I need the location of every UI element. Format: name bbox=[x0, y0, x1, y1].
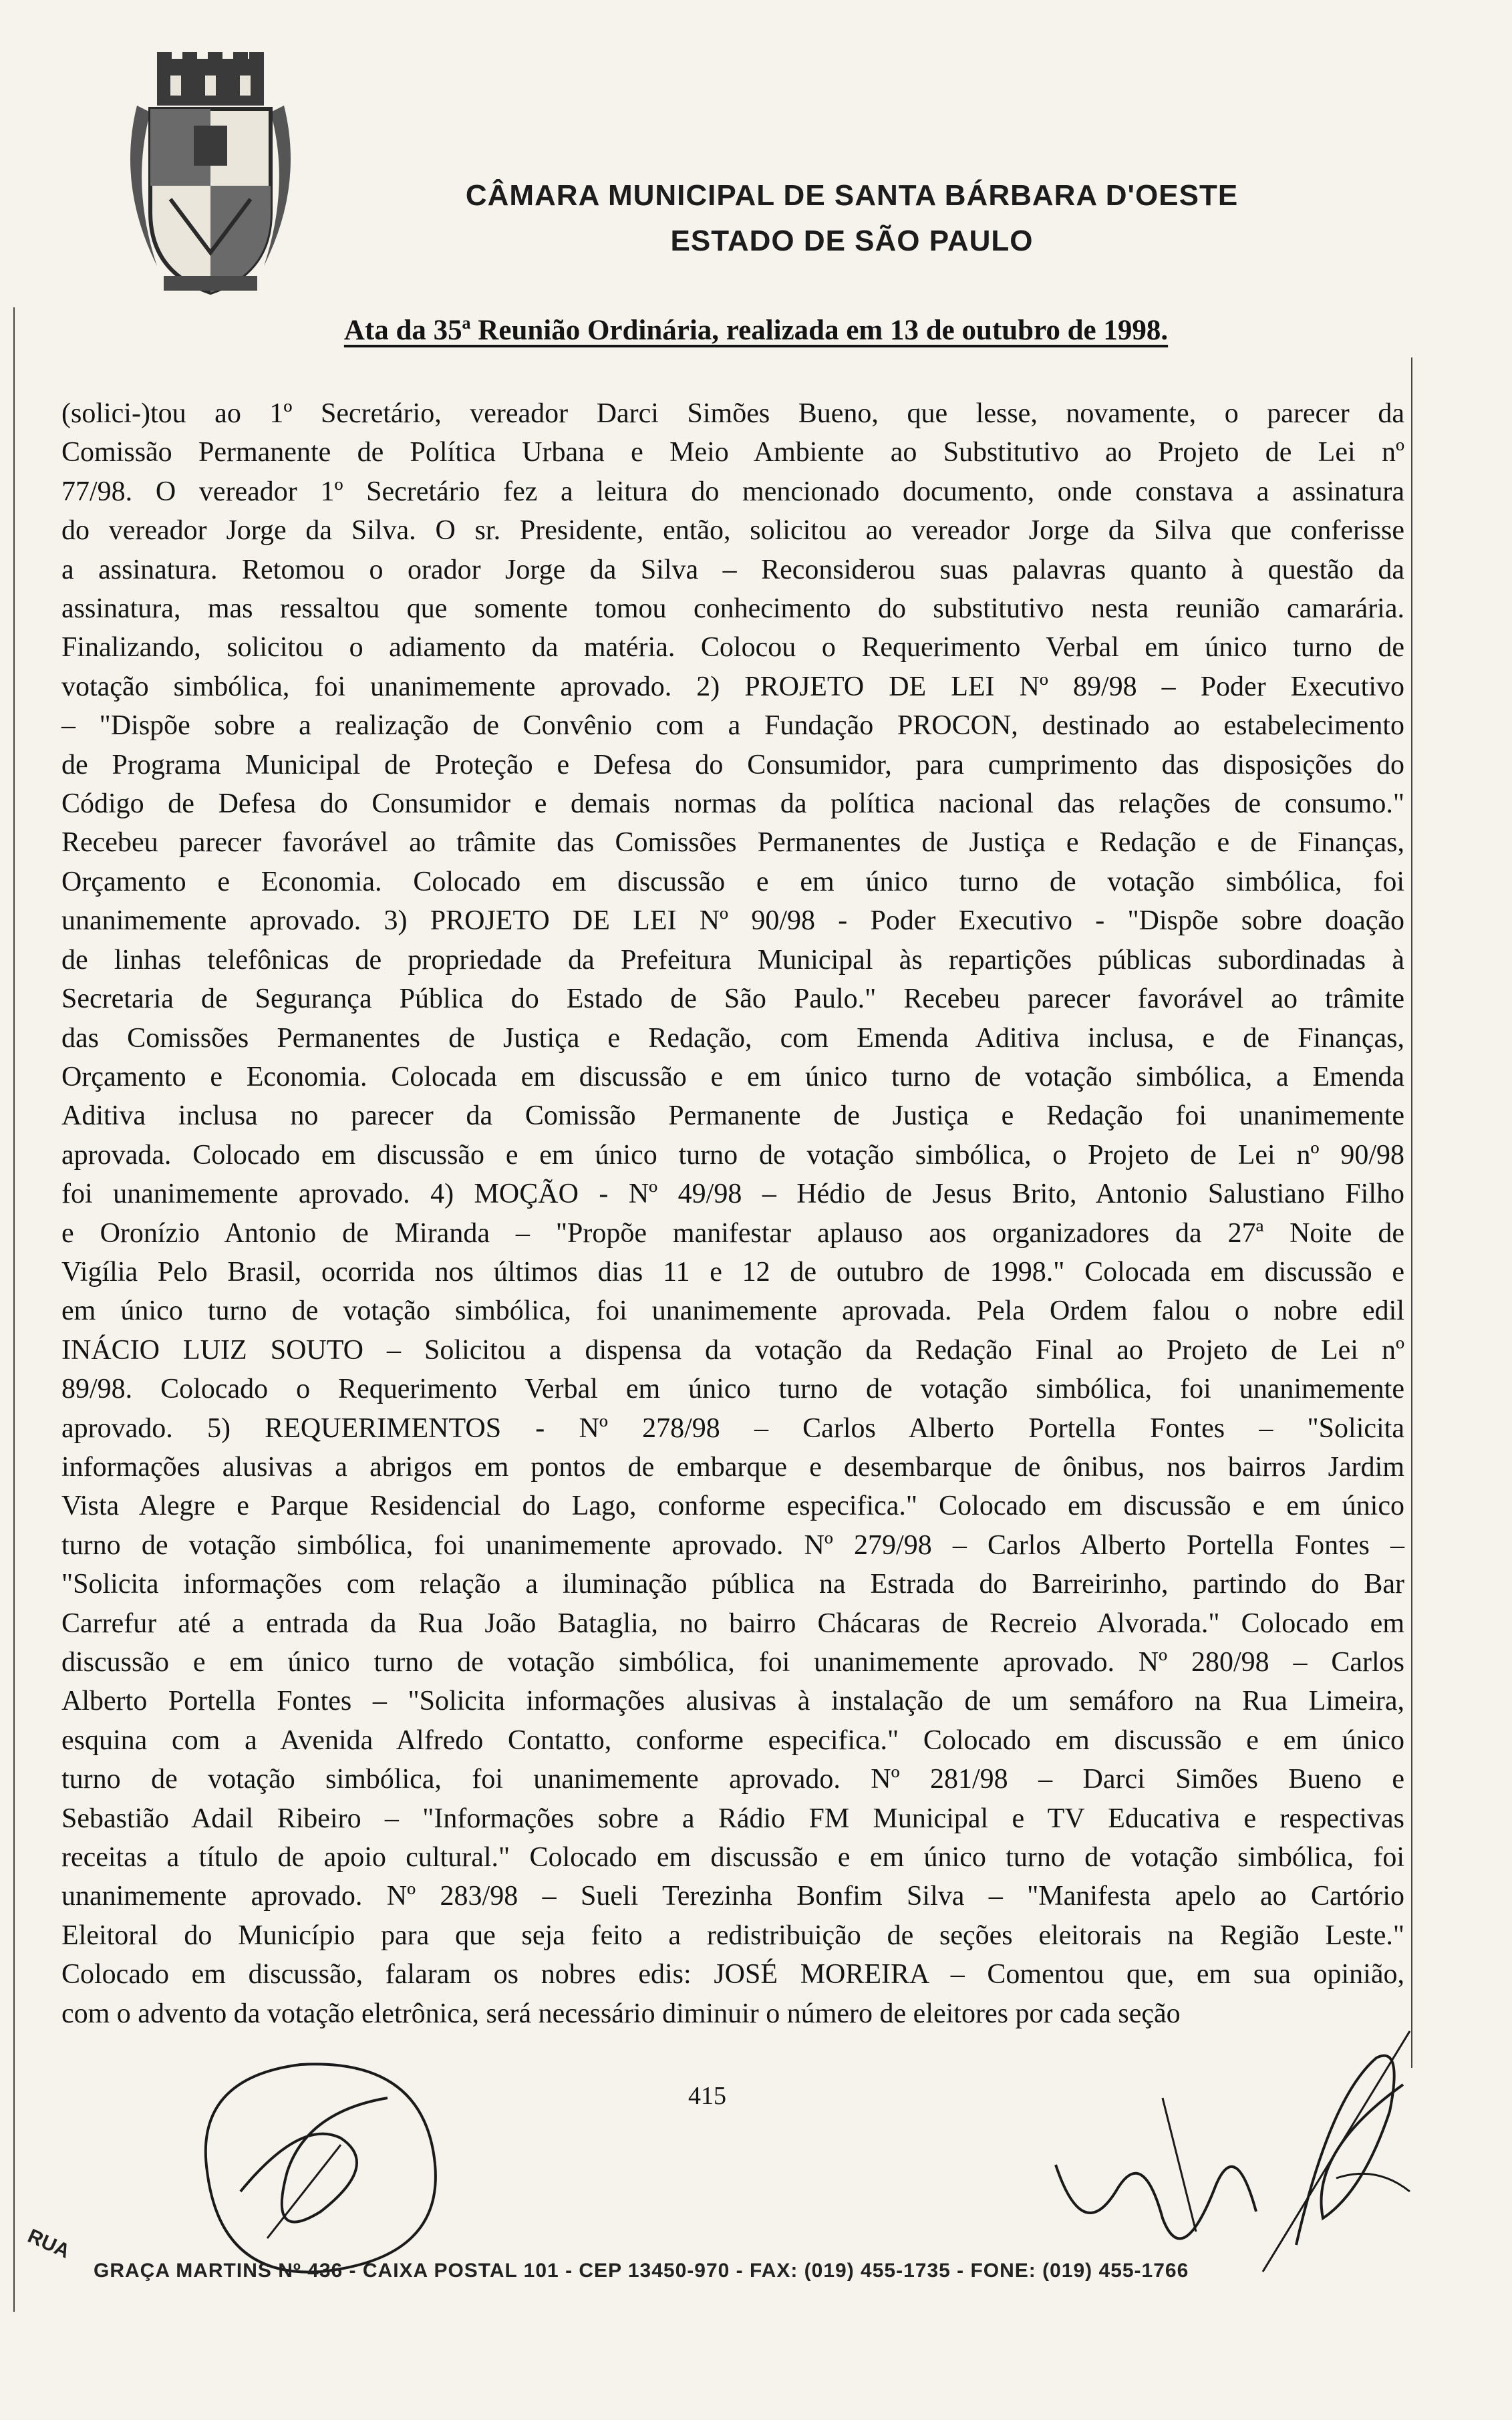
body-line: do vereador Jorge da Silva. O sr. Presidente, então, solicitou ao vereador Jorge da Silva que conferisse bbox=[61, 515, 1404, 547]
page-number: 415 bbox=[688, 2082, 726, 2110]
body-line: Vista Alegre e Parque Residencial do Lago, conforme especifica." Colocado em discussão e em único bbox=[61, 1491, 1404, 1522]
body-line: unanimemente aprovado. 3) PROJETO DE LEI Nº 90/98 - Poder Executivo - "Dispõe sobre doação bbox=[61, 905, 1404, 937]
body-line: das Comissões Permanentes de Justiça e Redação, com Emenda Aditiva inclusa, e de Finanças, bbox=[61, 1022, 1404, 1054]
body-line: de Programa Municipal de Proteção e Defesa do Consumidor, para cumprimento das disposições do bbox=[61, 749, 1404, 780]
body-line: 77/98. O vereador 1º Secretário fez a leitura do mencionado documento, onde constava a assinatura bbox=[61, 476, 1404, 507]
body-line: votação simbólica, foi unanimemente aprovado. 2) PROJETO DE LEI Nº 89/98 – Poder Executivo bbox=[61, 671, 1404, 702]
body-line: esquina com a Avenida Alfredo Contatto, conforme especifica." Colocado em discussão e em único bbox=[61, 1724, 1404, 1756]
body-line: (solici-)tou ao 1º Secretário, vereador Darci Simões Bueno, que lesse, novamente, o parecer da bbox=[61, 398, 1404, 429]
footer-address bbox=[20, 2198, 1510, 2305]
body-line: Código de Defesa do Consumidor e demais normas da política nacional das relações de consumo." bbox=[61, 788, 1404, 820]
body-line: Finalizando, solicitou o adiamento da matéria. Colocou o Requerimento Verbal em único turno de bbox=[61, 632, 1404, 663]
body-line: aprovado. 5) REQUERIMENTOS - Nº 278/98 – Carlos Alberto Portella Fontes – "Solicita bbox=[61, 1412, 1404, 1444]
body-line: Orçamento e Economia. Colocado em discussão e em único turno de votação simbólica, foi bbox=[61, 866, 1404, 897]
minutes-title-text: Ata da 35ª Reunião Ordinária, realizada em 13 de outubro de 1998. bbox=[343, 315, 1169, 346]
body-line: Aditiva inclusa no parecer da Comissão Permanente de Justiça e Redação foi unanimemente bbox=[61, 1100, 1404, 1132]
coat-of-arms-icon bbox=[117, 52, 304, 299]
body-line: turno de votação simbólica, foi unanimemente aprovado. Nº 281/98 – Darci Simões Bueno e bbox=[61, 1764, 1404, 1795]
margin-rule-right bbox=[1411, 357, 1412, 2068]
body-line: INÁCIO LUIZ SOUTO – Solicitou a dispensa da votação da Redação Final ao Projeto de Lei nº bbox=[61, 1334, 1404, 1366]
body-line: a assinatura. Retomou o orador Jorge da Silva – Reconsiderou suas palavras quanto à questão da bbox=[61, 554, 1404, 585]
state-name: ESTADO DE SÃO PAULO bbox=[670, 224, 1034, 257]
minutes-body bbox=[61, 394, 1404, 2033]
body-line: foi unanimemente aprovado. 4) MOÇÃO - Nº 49/98 – Hédio de Jesus Brito, Antonio Salustiano Filho bbox=[61, 1179, 1404, 1210]
body-line: assinatura, mas ressaltou que somente tomou conhecimento do substitutivo nesta reunião camarária. bbox=[61, 593, 1404, 625]
margin-rule-left bbox=[13, 307, 15, 2312]
body-line: 89/98. Colocado o Requerimento Verbal em único turno de votação simbólica, foi unanimemente bbox=[61, 1374, 1404, 1405]
body-line: Vigília Pelo Brasil, ocorrida nos últimos dias 11 e 12 de outubro de 1998." Colocada em discussão e bbox=[61, 1256, 1404, 1288]
body-line: Colocado em discussão, falaram os nobres edis: JOSÉ MOREIRA – Comentou que, em sua opinião, bbox=[61, 1959, 1404, 1990]
body-line: – "Dispõe sobre a realização de Convênio com a Fundação PROCON, destinado ao estabelecimento bbox=[61, 710, 1404, 742]
body-line: Orçamento e Economia. Colocada em discussão e em único turno de votação simbólica, a Emenda bbox=[61, 1061, 1404, 1092]
body-line: Sebastião Adail Ribeiro – "Informações sobre a Rádio FM Municipal e TV Educativa e respectivas bbox=[61, 1803, 1404, 1834]
footer-address-line: GRAÇA MARTINS Nº 436 - CAIXA POSTAL 101 - CEP 13450-970 - FAX: (019) 455-1735 - FONE: (019) 455-1766 bbox=[94, 2260, 1189, 2282]
body-line: com o advento da votação eletrônica, será necessário diminuir o número de eleitores por cada seção bbox=[61, 1998, 1181, 2029]
body-line: Alberto Portella Fontes – "Solicita informações alusivas à instalação de um semáforo na Rua Limeira, bbox=[61, 1686, 1404, 1717]
body-line: aprovada. Colocado em discussão e em único turno de votação simbólica, o Projeto de Lei nº 90/98 bbox=[61, 1139, 1404, 1171]
body-line: Comissão Permanente de Política Urbana e Meio Ambiente ao Substitutivo ao Projeto de Lei nº bbox=[61, 437, 1404, 468]
footer-street-prefix: RUA bbox=[24, 2225, 73, 2263]
body-line: receitas a título de apoio cultural." Colocado em discussão e em único turno de votação simbólica, foi bbox=[61, 1842, 1404, 1873]
minutes-title bbox=[0, 314, 1512, 347]
institution-name: CÂMARA MUNICIPAL DE SANTA BÁRBARA D'OESTE bbox=[465, 179, 1239, 212]
body-line: Eleitoral do Município para que seja feito a redistribuição de seções eleitorais na Região Leste." bbox=[61, 1920, 1404, 1951]
body-line: de linhas telefônicas de propriedade da Prefeitura Municipal às repartições públicas subordinadas à bbox=[61, 944, 1404, 975]
body-line: Recebeu parecer favorável ao trâmite das Comissões Permanentes de Justiça e Redação e de Finanças, bbox=[61, 827, 1404, 859]
body-line: "Solicita informações com relação a iluminação pública na Estrada do Barreirinho, partindo do Bar bbox=[61, 1569, 1404, 1600]
body-line: Carrefur até a entrada da Rua João Bataglia, no bairro Chácaras de Recreio Alvorada." Colocado em bbox=[61, 1608, 1404, 1639]
body-line: discussão e em único turno de votação simbólica, foi unanimemente aprovado. Nº 280/98 – Carlos bbox=[61, 1647, 1404, 1678]
body-line: e Oronízio Antonio de Miranda – "Propõe manifestar aplauso aos organizadores da 27ª Noite de bbox=[61, 1217, 1404, 1249]
body-line: em único turno de votação simbólica, foi unanimemente aprovada. Pela Ordem falou o nobre edil bbox=[61, 1296, 1404, 1327]
body-line: unanimemente aprovado. Nº 283/98 – Sueli Terezinha Bonfim Silva – "Manifesta apelo ao Cartório bbox=[61, 1881, 1404, 1912]
body-line: informações alusivas a abrigos em pontos de embarque e desembarque de ônibus, nos bairros Jardim bbox=[61, 1451, 1404, 1483]
body-line: turno de votação simbólica, foi unanimemente aprovado. Nº 279/98 – Carlos Alberto Portella Fontes – bbox=[61, 1529, 1404, 1561]
body-line: Secretaria de Segurança Pública do Estado de São Paulo." Recebeu parecer favorável ao trâmite bbox=[61, 984, 1404, 1015]
